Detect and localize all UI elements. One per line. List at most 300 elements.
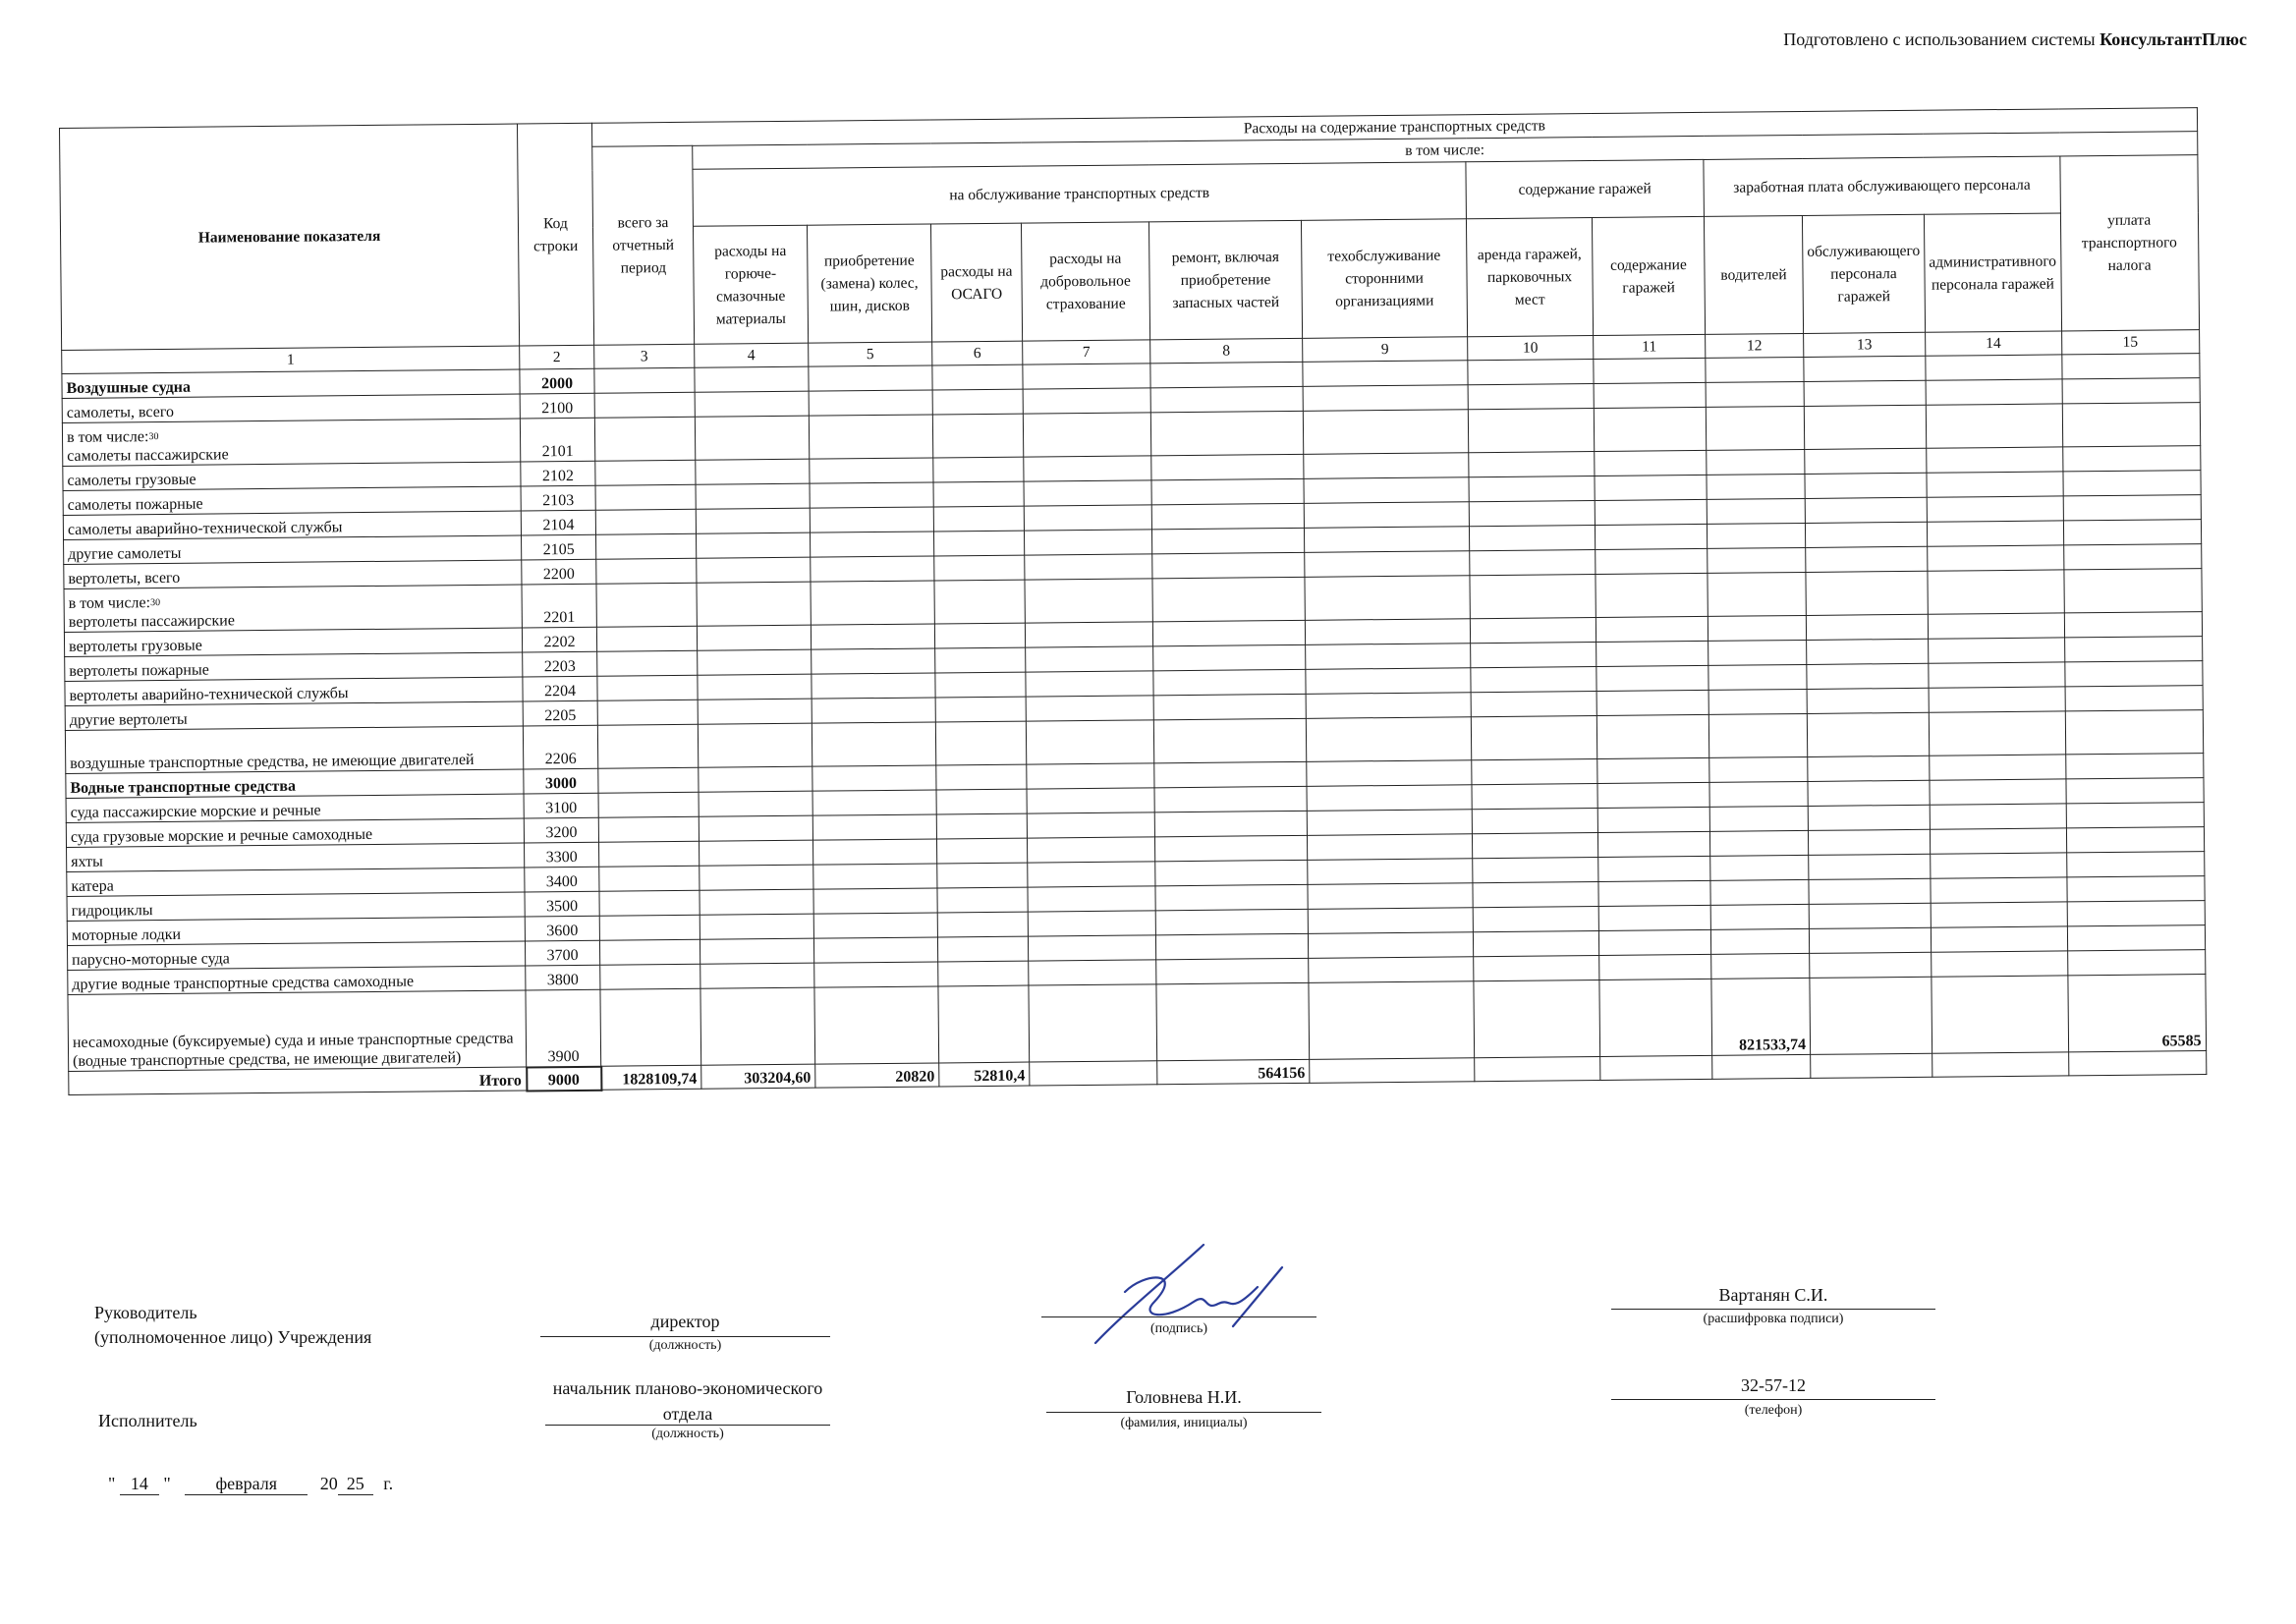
value-cell[interactable]: [1594, 382, 1706, 408]
value-cell[interactable]: [1808, 829, 1930, 855]
value-cell[interactable]: [1598, 929, 1710, 955]
value-cell[interactable]: [2064, 661, 2202, 687]
value-cell[interactable]: [1151, 478, 1304, 504]
value-cell[interactable]: [2062, 378, 2200, 404]
value-cell[interactable]: [938, 961, 1029, 986]
value-cell[interactable]: [1927, 496, 2063, 522]
value-cell[interactable]: [1598, 856, 1710, 881]
value-cell[interactable]: [1029, 984, 1157, 1062]
value-cell[interactable]: [1472, 832, 1597, 858]
value-cell[interactable]: [1805, 522, 1927, 547]
value-cell[interactable]: [1810, 977, 1932, 1054]
value-cell[interactable]: [1152, 577, 1305, 621]
value-cell[interactable]: [2067, 901, 2205, 926]
value-cell[interactable]: [1596, 714, 1708, 758]
value-cell[interactable]: [1598, 880, 1710, 906]
value-cell[interactable]: 65585: [2067, 975, 2206, 1052]
value-cell[interactable]: [1027, 788, 1154, 813]
total-value-cell[interactable]: [1600, 1055, 1712, 1080]
value-cell[interactable]: [697, 625, 811, 650]
value-cell[interactable]: [700, 840, 813, 866]
value-cell[interactable]: [1305, 619, 1470, 645]
value-cell[interactable]: [1023, 413, 1150, 457]
value-cell[interactable]: [1597, 757, 1709, 783]
value-cell[interactable]: [1929, 711, 2065, 756]
value-cell[interactable]: [696, 532, 810, 558]
value-cell[interactable]: [2063, 544, 2201, 570]
value-cell[interactable]: [1706, 406, 1804, 450]
value-cell[interactable]: [597, 675, 698, 700]
value-cell[interactable]: [2063, 520, 2201, 545]
value-cell[interactable]: [1155, 884, 1308, 910]
value-cell[interactable]: [2067, 876, 2205, 902]
value-cell[interactable]: [1595, 499, 1707, 525]
value-cell[interactable]: [1153, 694, 1306, 719]
value-cell[interactable]: [1155, 933, 1308, 959]
value-cell[interactable]: [1471, 692, 1596, 717]
value-cell[interactable]: [932, 389, 1023, 415]
value-cell[interactable]: [1306, 693, 1471, 719]
value-cell[interactable]: [1932, 976, 2068, 1053]
value-cell[interactable]: [1809, 878, 1931, 904]
value-cell[interactable]: [809, 415, 932, 459]
value-cell[interactable]: [812, 790, 936, 815]
value-cell[interactable]: [1594, 358, 1706, 383]
value-cell[interactable]: [1473, 906, 1598, 931]
value-cell[interactable]: [1026, 696, 1153, 721]
value-cell[interactable]: [697, 557, 811, 583]
value-cell[interactable]: [1307, 785, 1472, 812]
value-cell[interactable]: [1926, 355, 2062, 380]
value-cell[interactable]: [1473, 857, 1598, 882]
value-cell[interactable]: [1928, 545, 2064, 571]
value-cell[interactable]: [599, 841, 700, 867]
value-cell[interactable]: [1472, 808, 1597, 833]
value-cell[interactable]: [935, 647, 1026, 673]
value-cell[interactable]: [696, 508, 810, 533]
value-cell[interactable]: [2067, 925, 2205, 951]
value-cell[interactable]: [1153, 644, 1306, 670]
value-cell[interactable]: [1026, 720, 1153, 764]
total-value-cell[interactable]: 52810,4: [939, 1062, 1030, 1087]
value-cell[interactable]: [813, 937, 937, 963]
value-cell[interactable]: [595, 460, 696, 485]
value-cell[interactable]: [1594, 407, 1706, 451]
value-cell[interactable]: [1804, 380, 1926, 406]
total-value-cell[interactable]: 1828109,74: [601, 1065, 701, 1090]
value-cell[interactable]: [1306, 668, 1471, 695]
value-cell[interactable]: [700, 987, 815, 1065]
value-cell[interactable]: [933, 506, 1024, 532]
value-cell[interactable]: [1927, 447, 2063, 473]
value-cell[interactable]: [1931, 902, 2067, 927]
value-cell[interactable]: [1805, 448, 1927, 474]
value-cell[interactable]: [1027, 837, 1154, 863]
value-cell[interactable]: [698, 674, 812, 700]
value-cell[interactable]: [809, 390, 932, 416]
value-cell[interactable]: [1597, 782, 1709, 808]
value-cell[interactable]: [596, 558, 697, 584]
value-cell[interactable]: [932, 414, 1023, 458]
value-cell[interactable]: [597, 724, 698, 768]
value-cell[interactable]: [595, 509, 696, 534]
value-cell[interactable]: [698, 649, 812, 675]
value-cell[interactable]: [1807, 663, 1929, 689]
value-cell[interactable]: [1304, 527, 1469, 553]
value-cell[interactable]: [1151, 528, 1304, 553]
value-cell[interactable]: [1596, 665, 1708, 691]
value-cell[interactable]: [1596, 548, 1708, 574]
value-cell[interactable]: [1806, 546, 1928, 572]
value-cell[interactable]: [1599, 979, 1712, 1056]
value-cell[interactable]: [1930, 779, 2066, 805]
value-cell[interactable]: [1306, 717, 1471, 762]
value-cell[interactable]: [597, 650, 698, 676]
value-cell[interactable]: [1305, 576, 1470, 621]
value-cell[interactable]: [1309, 957, 1474, 983]
value-cell[interactable]: [699, 815, 812, 841]
value-cell[interactable]: [2065, 754, 2203, 779]
value-cell[interactable]: [1151, 454, 1304, 479]
value-cell[interactable]: [695, 366, 809, 392]
value-cell[interactable]: [1710, 904, 1809, 929]
value-cell[interactable]: [1709, 806, 1808, 831]
value-cell[interactable]: [1597, 831, 1709, 857]
value-cell[interactable]: [1706, 381, 1804, 407]
value-cell[interactable]: [813, 864, 937, 889]
value-cell[interactable]: [935, 697, 1026, 722]
value-cell[interactable]: [1153, 669, 1306, 695]
value-cell[interactable]: [1304, 453, 1469, 479]
value-cell[interactable]: [1807, 712, 1929, 756]
value-cell[interactable]: [1597, 807, 1709, 832]
value-cell[interactable]: [1151, 503, 1304, 529]
value-cell[interactable]: [700, 889, 813, 915]
value-cell[interactable]: [936, 764, 1027, 790]
value-cell[interactable]: [594, 367, 695, 393]
value-cell[interactable]: [596, 533, 697, 559]
value-cell[interactable]: [1931, 853, 2067, 878]
value-cell[interactable]: [1931, 877, 2067, 903]
value-cell[interactable]: [599, 915, 700, 940]
value-cell[interactable]: [809, 365, 932, 391]
value-cell[interactable]: [1928, 613, 2064, 639]
value-cell[interactable]: [598, 792, 699, 817]
value-cell[interactable]: [1599, 954, 1711, 980]
value-cell[interactable]: [1303, 385, 1468, 412]
total-value-cell[interactable]: [1712, 1054, 1811, 1079]
value-cell[interactable]: [1709, 756, 1808, 782]
value-cell[interactable]: [1709, 781, 1808, 807]
value-cell[interactable]: [1306, 644, 1471, 670]
value-cell[interactable]: [1806, 571, 1928, 615]
value-cell[interactable]: [695, 416, 809, 460]
value-cell[interactable]: [1927, 472, 2063, 497]
value-cell[interactable]: [1931, 926, 2067, 952]
value-cell[interactable]: [1307, 810, 1472, 836]
value-cell[interactable]: [1932, 951, 2068, 977]
value-cell[interactable]: [812, 839, 936, 865]
value-cell[interactable]: [599, 866, 700, 891]
value-cell[interactable]: [1155, 909, 1308, 934]
value-cell[interactable]: [1470, 575, 1596, 619]
value-cell[interactable]: [1930, 828, 2066, 854]
value-cell[interactable]: [812, 765, 936, 791]
value-cell[interactable]: [1805, 473, 1927, 498]
value-cell[interactable]: [938, 985, 1030, 1063]
value-cell[interactable]: [2062, 403, 2200, 447]
value-cell[interactable]: [1808, 805, 1930, 830]
value-cell[interactable]: [810, 532, 933, 557]
value-cell[interactable]: [936, 838, 1027, 864]
total-value-cell[interactable]: [1932, 1052, 2069, 1077]
value-cell[interactable]: [937, 936, 1028, 962]
value-cell[interactable]: [1707, 449, 1805, 475]
value-cell[interactable]: [2066, 803, 2204, 828]
total-value-cell[interactable]: [1310, 1058, 1475, 1084]
value-cell[interactable]: [594, 392, 695, 418]
total-value-cell[interactable]: [2068, 1051, 2206, 1076]
value-cell[interactable]: [933, 481, 1024, 507]
value-cell[interactable]: [599, 890, 700, 916]
value-cell[interactable]: [1024, 530, 1151, 555]
value-cell[interactable]: [700, 938, 813, 964]
value-cell[interactable]: [1025, 554, 1152, 580]
value-cell[interactable]: [1470, 550, 1596, 576]
value-cell[interactable]: [1154, 786, 1307, 812]
value-cell[interactable]: [811, 581, 934, 625]
value-cell[interactable]: [813, 888, 937, 914]
value-cell[interactable]: [810, 458, 933, 483]
value-cell[interactable]: [935, 721, 1026, 765]
value-cell[interactable]: [1708, 547, 1806, 573]
value-cell[interactable]: [1156, 958, 1309, 983]
value-cell[interactable]: [698, 699, 812, 724]
value-cell[interactable]: [1308, 883, 1473, 910]
value-cell[interactable]: [1474, 980, 1600, 1057]
value-cell[interactable]: 821533,74: [1711, 978, 1811, 1055]
value-cell[interactable]: [1708, 689, 1807, 714]
value-cell[interactable]: [813, 913, 937, 938]
value-cell[interactable]: [1308, 859, 1473, 885]
value-cell[interactable]: [1473, 881, 1598, 907]
value-cell[interactable]: [2067, 950, 2205, 976]
value-cell[interactable]: [1154, 835, 1307, 861]
value-cell[interactable]: [1808, 780, 1930, 806]
value-cell[interactable]: [1809, 903, 1931, 928]
value-cell[interactable]: [1929, 638, 2065, 663]
value-cell[interactable]: [1150, 411, 1303, 455]
value-cell[interactable]: [1595, 524, 1707, 549]
value-cell[interactable]: [934, 580, 1025, 624]
value-cell[interactable]: [1308, 932, 1473, 959]
value-cell[interactable]: [936, 813, 1027, 839]
value-cell[interactable]: [1474, 955, 1599, 980]
value-cell[interactable]: [1469, 452, 1595, 477]
value-cell[interactable]: [1468, 360, 1594, 385]
total-value-cell[interactable]: 20820: [815, 1063, 939, 1088]
value-cell[interactable]: [1707, 474, 1805, 499]
value-cell[interactable]: [598, 816, 699, 842]
value-cell[interactable]: [934, 623, 1025, 648]
value-cell[interactable]: [1027, 763, 1154, 789]
value-cell[interactable]: [1928, 570, 2064, 614]
value-cell[interactable]: [1806, 614, 1928, 640]
value-cell[interactable]: [597, 700, 698, 725]
value-cell[interactable]: [934, 555, 1025, 581]
value-cell[interactable]: [1809, 927, 1931, 953]
value-cell[interactable]: [1926, 404, 2062, 448]
value-cell[interactable]: [2066, 778, 2204, 804]
value-cell[interactable]: [1596, 690, 1708, 715]
value-cell[interactable]: [1595, 475, 1707, 500]
value-cell[interactable]: [1307, 834, 1472, 861]
value-cell[interactable]: [1472, 783, 1597, 809]
value-cell[interactable]: [1598, 905, 1710, 930]
value-cell[interactable]: [1708, 640, 1807, 665]
value-cell[interactable]: [814, 986, 939, 1064]
value-cell[interactable]: [696, 459, 810, 484]
value-cell[interactable]: [1810, 952, 1932, 978]
value-cell[interactable]: [1596, 616, 1708, 642]
value-cell[interactable]: [1469, 526, 1595, 551]
value-cell[interactable]: [595, 484, 696, 510]
value-cell[interactable]: [812, 648, 935, 674]
value-cell[interactable]: [1711, 953, 1810, 979]
value-cell[interactable]: [1471, 667, 1596, 693]
value-cell[interactable]: [2065, 686, 2203, 711]
value-cell[interactable]: [933, 457, 1024, 482]
value-cell[interactable]: [812, 698, 935, 723]
value-cell[interactable]: [1304, 477, 1469, 504]
value-cell[interactable]: [1804, 356, 1926, 381]
value-cell[interactable]: [697, 582, 811, 626]
value-cell[interactable]: [1473, 930, 1598, 956]
value-cell[interactable]: [1153, 718, 1306, 762]
value-cell[interactable]: [599, 939, 700, 965]
value-cell[interactable]: [1808, 756, 1930, 781]
value-cell[interactable]: [812, 722, 935, 766]
value-cell[interactable]: [1707, 498, 1805, 524]
value-cell[interactable]: [1470, 618, 1596, 644]
value-cell[interactable]: [1025, 622, 1152, 647]
value-cell[interactable]: [1025, 579, 1152, 623]
value-cell[interactable]: [1154, 761, 1307, 787]
value-cell[interactable]: [810, 507, 933, 532]
value-cell[interactable]: [594, 417, 695, 461]
value-cell[interactable]: [811, 624, 934, 649]
total-value-cell[interactable]: 564156: [1157, 1059, 1310, 1084]
value-cell[interactable]: [1805, 497, 1927, 523]
value-cell[interactable]: [1024, 480, 1151, 506]
value-cell[interactable]: [1471, 643, 1596, 668]
value-cell[interactable]: [698, 723, 812, 767]
value-cell[interactable]: [810, 482, 933, 508]
value-cell[interactable]: [1710, 855, 1809, 880]
value-cell[interactable]: [2062, 446, 2200, 472]
value-cell[interactable]: [2066, 852, 2204, 877]
value-cell[interactable]: [1024, 505, 1151, 531]
value-cell[interactable]: [1028, 911, 1155, 936]
value-cell[interactable]: [1026, 671, 1153, 697]
value-cell[interactable]: [937, 912, 1028, 937]
value-cell[interactable]: [1156, 982, 1310, 1060]
value-cell[interactable]: [600, 964, 700, 989]
value-cell[interactable]: [596, 583, 697, 627]
value-cell[interactable]: [1707, 523, 1805, 548]
value-cell[interactable]: [700, 914, 813, 939]
value-cell[interactable]: [1468, 384, 1594, 410]
value-cell[interactable]: [2066, 827, 2204, 853]
value-cell[interactable]: [1929, 687, 2065, 712]
value-cell[interactable]: [695, 391, 809, 417]
value-cell[interactable]: [598, 767, 699, 793]
value-cell[interactable]: [932, 364, 1023, 390]
value-cell[interactable]: [811, 556, 934, 582]
value-cell[interactable]: [1809, 854, 1931, 879]
value-cell[interactable]: [699, 766, 812, 792]
value-cell[interactable]: [935, 672, 1026, 698]
total-value-cell[interactable]: 303204,60: [701, 1064, 815, 1089]
value-cell[interactable]: [2063, 471, 2201, 496]
value-cell[interactable]: [1027, 812, 1154, 838]
value-cell[interactable]: [1028, 935, 1155, 961]
value-cell[interactable]: [1804, 405, 1926, 449]
value-cell[interactable]: [1595, 450, 1707, 476]
value-cell[interactable]: [1150, 362, 1303, 387]
value-cell[interactable]: [1028, 886, 1155, 912]
value-cell[interactable]: [1023, 364, 1150, 389]
value-cell[interactable]: [1152, 620, 1305, 645]
value-cell[interactable]: [1308, 908, 1473, 934]
value-cell[interactable]: [1303, 361, 1468, 387]
value-cell[interactable]: [2064, 612, 2202, 638]
value-cell[interactable]: [1471, 716, 1596, 760]
value-cell[interactable]: [812, 673, 935, 699]
value-cell[interactable]: [936, 789, 1027, 814]
value-cell[interactable]: [1023, 388, 1150, 414]
value-cell[interactable]: [1596, 573, 1708, 617]
value-cell[interactable]: [1930, 804, 2066, 829]
value-cell[interactable]: [1708, 713, 1807, 757]
total-value-cell[interactable]: [1030, 1061, 1157, 1086]
value-cell[interactable]: [937, 863, 1028, 888]
value-cell[interactable]: [1024, 456, 1151, 481]
value-cell[interactable]: [700, 963, 814, 988]
value-cell[interactable]: [1469, 501, 1595, 527]
value-cell[interactable]: [1708, 615, 1806, 641]
total-value-cell[interactable]: [1811, 1053, 1932, 1078]
value-cell[interactable]: [1304, 502, 1469, 529]
value-cell[interactable]: [1706, 357, 1804, 382]
value-cell[interactable]: [1026, 646, 1153, 672]
value-cell[interactable]: [2063, 495, 2201, 521]
value-cell[interactable]: [1596, 641, 1708, 666]
value-cell[interactable]: [1155, 860, 1308, 885]
total-value-cell[interactable]: [1475, 1056, 1600, 1081]
value-cell[interactable]: [933, 531, 1024, 556]
value-cell[interactable]: [1154, 811, 1307, 836]
value-cell[interactable]: [2061, 354, 2199, 379]
value-cell[interactable]: [700, 865, 813, 890]
value-cell[interactable]: [2064, 569, 2202, 613]
value-cell[interactable]: [1710, 879, 1809, 905]
value-cell[interactable]: [1152, 552, 1305, 578]
value-cell[interactable]: [1309, 981, 1475, 1060]
value-cell[interactable]: [1028, 862, 1155, 887]
value-cell[interactable]: [1709, 830, 1808, 856]
value-cell[interactable]: [1926, 379, 2062, 405]
